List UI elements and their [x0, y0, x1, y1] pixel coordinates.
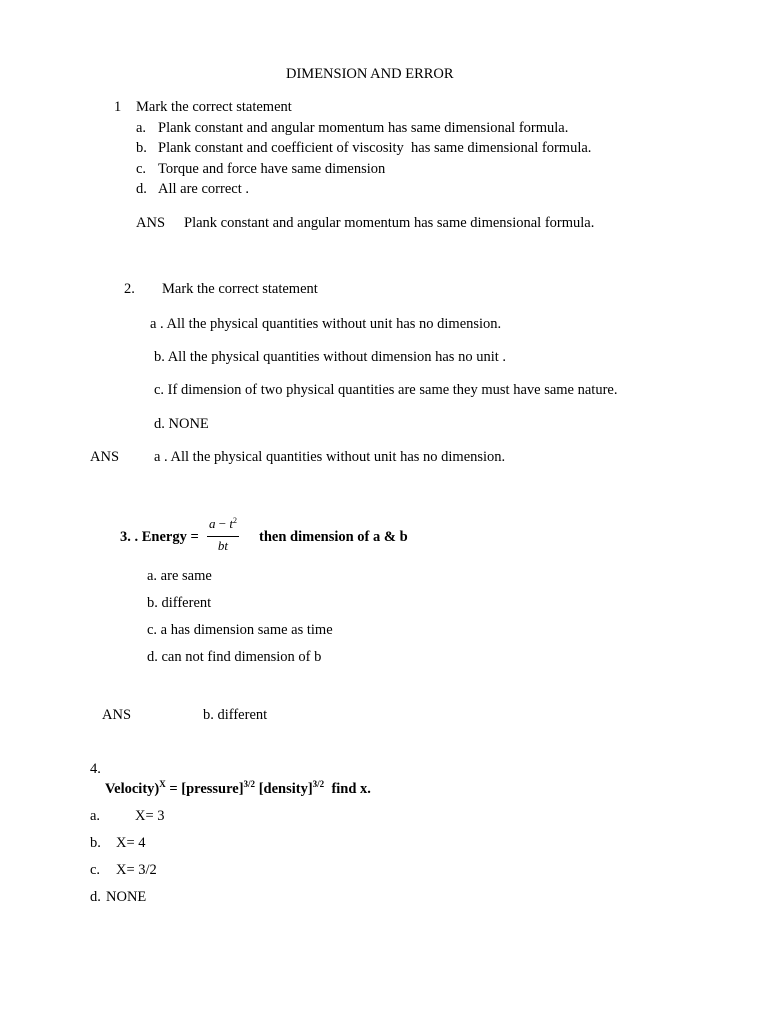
equation-part: [density] — [255, 781, 313, 797]
equation-part: = [pressure] — [165, 781, 244, 797]
option-letter: d. — [90, 889, 101, 905]
answer-text: Plank constant and angular momentum has same dimensional formula. — [184, 215, 595, 231]
answer-label: ANS — [90, 449, 120, 465]
fraction-numerator — [207, 517, 239, 533]
question-prefix: 3. . Energy = — [120, 529, 199, 545]
question-text: Mark the correct statement — [136, 99, 292, 115]
option-text: Plank constant and angular momentum has same dimensional formula. — [158, 120, 569, 136]
fraction-bar — [207, 536, 239, 537]
option-text: d. can not find dimension of b — [147, 649, 322, 665]
option-text: c. If dimension of two physical quantities are same they must have same nature. — [154, 382, 618, 398]
option-text: X= 3 — [135, 808, 165, 824]
numerator-t: t — [229, 516, 233, 531]
equation-exponent: X — [159, 779, 166, 789]
question-equation — [105, 781, 371, 799]
equation-part: find x. — [324, 781, 371, 797]
option-text: a . All the physical quantities without unit has no dimension. — [150, 316, 502, 332]
equation-part: Velocity) — [105, 781, 160, 797]
option-letter: b. — [136, 140, 147, 156]
option-text: d. NONE — [154, 416, 209, 432]
option-text: NONE — [106, 889, 147, 905]
option-letter: a. — [136, 120, 147, 136]
option-text: Torque and force have same dimension — [158, 161, 386, 177]
question-number: 1 — [114, 99, 122, 115]
question-number: 4. — [90, 761, 101, 777]
answer-text: a . All the physical quantities without unit has no dimension. — [154, 449, 506, 465]
numerator-operator: − — [215, 516, 230, 531]
option-text: X= 4 — [116, 835, 146, 851]
fraction-denominator: bt — [217, 538, 229, 553]
option-letter: c. — [90, 862, 101, 878]
option-text: X= 3/2 — [116, 862, 157, 878]
numerator-a: a — [209, 516, 216, 531]
question-suffix: then dimension of a & b — [259, 529, 408, 545]
option-text: c. a has dimension same as time — [147, 622, 333, 638]
option-letter: b. — [90, 835, 101, 851]
page-title: DIMENSION AND ERROR — [286, 66, 454, 82]
equation-exponent: 3/2 — [243, 779, 256, 789]
option-letter: c. — [136, 161, 147, 177]
question-number: 2. — [124, 281, 135, 297]
option-letter: a. — [90, 808, 101, 824]
option-text: b. All the physical quantities without dimension has no unit . — [154, 349, 507, 365]
answer-text: b. different — [203, 707, 268, 723]
option-text: a. are same — [147, 568, 212, 584]
answer-label: ANS — [102, 707, 132, 723]
numerator-exponent: 2 — [232, 516, 237, 525]
option-letter: d. — [136, 181, 147, 197]
equation-exponent: 3/2 — [312, 779, 325, 789]
option-text: b. different — [147, 595, 212, 611]
option-text: All are correct . — [158, 181, 249, 197]
fraction — [207, 517, 239, 553]
option-text: Plank constant and coefficient of viscosity has same dimensional formula. — [158, 140, 592, 156]
question-text: Mark the correct statement — [162, 281, 318, 297]
answer-label: ANS — [136, 215, 166, 231]
